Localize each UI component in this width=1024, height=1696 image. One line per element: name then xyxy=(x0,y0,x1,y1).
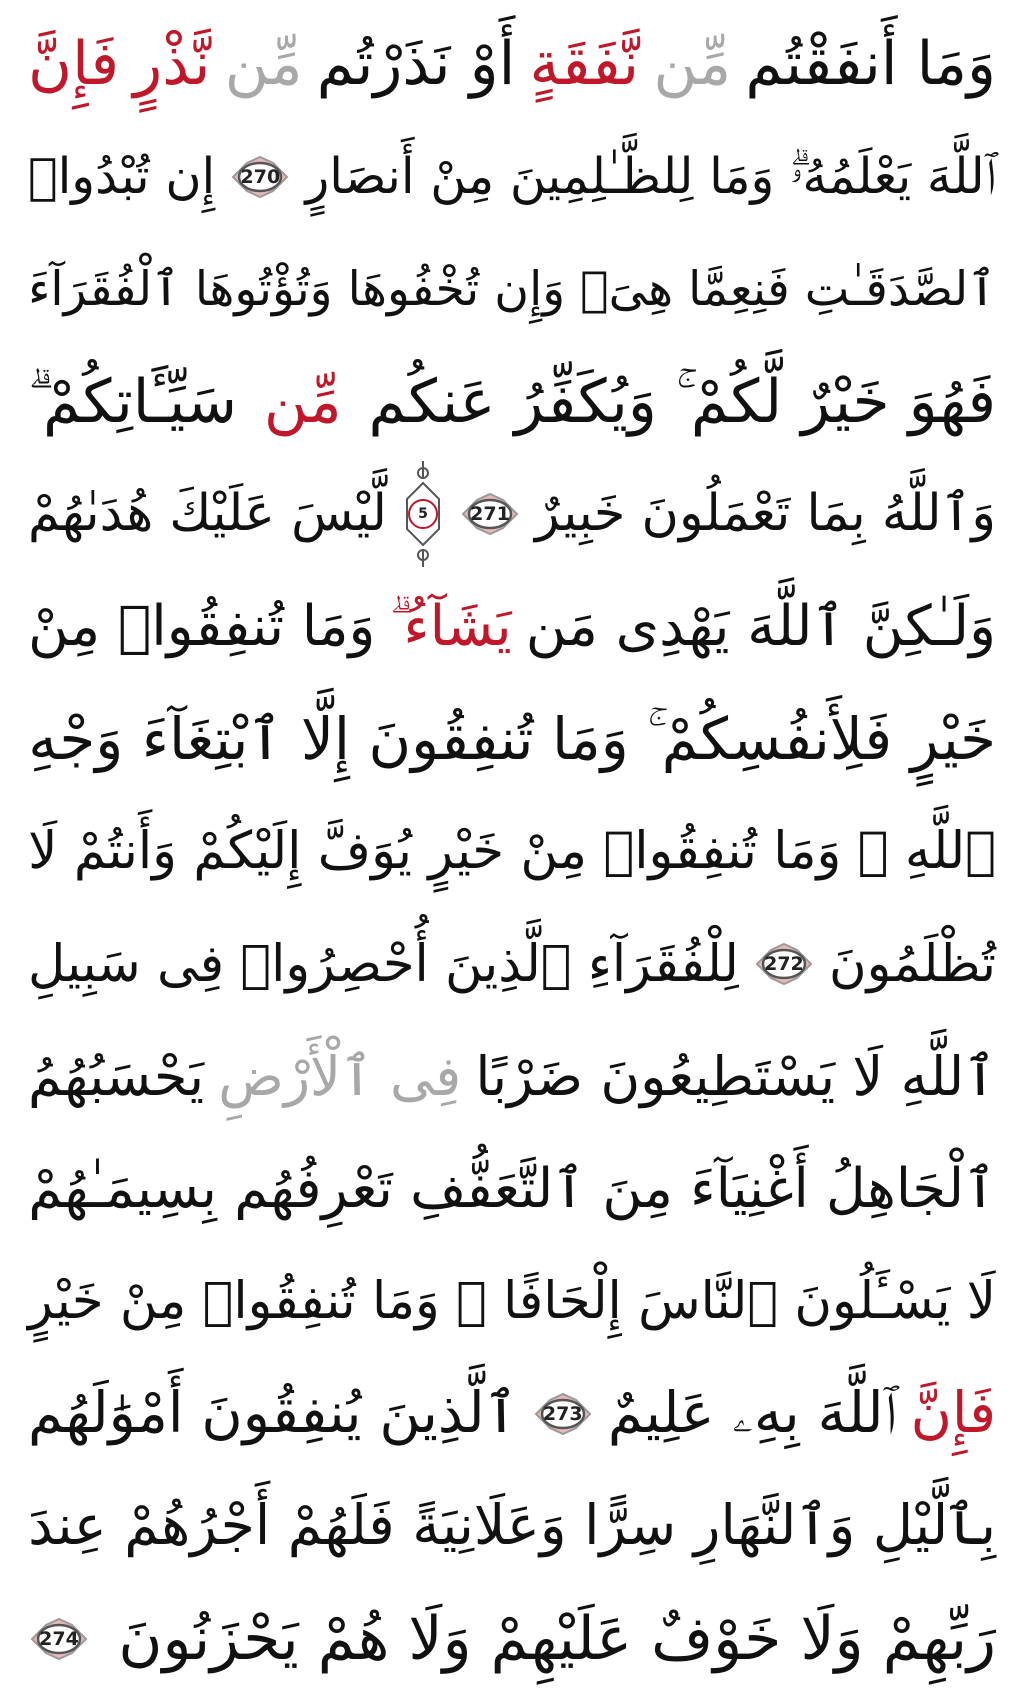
verse-text: ٱلْجَاهِلُ أَغْنِيَآءَ مِنَ ٱلتَّعَفُّفِ تَعْرِفُهُم بِسِيمَـٰهُمْ xyxy=(28,1157,996,1221)
verse-line xyxy=(28,908,996,1021)
verse-text: رَبِّهِمْ وَلَا خَوْفٌ عَلَيْهِمْ وَلَا هُمْ يَحْزَنُونَ xyxy=(118,1604,996,1675)
ayah-number-marker xyxy=(229,155,291,199)
verse-text: بِٱلَّيْلِ وَٱلنَّهَارِ سِرًّا وَعَلَانِيَةً فَلَهُمْ أَجْرُهُمْ عِندَ xyxy=(28,1494,996,1559)
verse-text: لَا يَسْـَٔلُونَ ٱلنَّاسَ إِلْحَافًا ۗ وَمَا تُنفِقُوا۟ مِنْ خَيْرٍ xyxy=(28,1271,996,1332)
verse-text: نَّفَقَةٍ xyxy=(529,29,640,100)
hizb-ornament-icon xyxy=(401,459,445,569)
verse-line xyxy=(28,1471,996,1584)
verse-text: مِّن xyxy=(263,366,342,437)
ayah-number: 272 xyxy=(764,953,804,976)
ayah-number-marker xyxy=(753,942,815,986)
verse-text: مِّن xyxy=(224,29,303,100)
verse-text: ٱللَّهِ ۚ وَمَا تُنفِقُوا۟ مِنْ خَيْرٍ يُوَفَّ إِلَيْكُمْ وَأَنتُمْ لَا xyxy=(28,821,996,882)
verse-line xyxy=(28,1021,996,1134)
verse-line xyxy=(28,458,996,571)
verse-line xyxy=(28,796,996,909)
ayah-number-marker xyxy=(459,492,521,536)
verse-line xyxy=(28,1583,996,1696)
ayah-number: 271 xyxy=(470,503,510,526)
verse-line xyxy=(28,571,996,684)
verse-text: وَمَا تُنفِقُوا۟ مِنْ xyxy=(28,593,376,659)
verse-text: فَإِنَّ xyxy=(910,1381,996,1447)
verse-text: وَلَـٰكِنَّ ٱللَّهَ يَهْدِى مَن xyxy=(525,593,996,659)
verse-text: ٱلَّذِينَ يُنفِقُونَ أَمْوَٰلَهُم xyxy=(28,1381,518,1447)
verse-text: نَّذْرٍ xyxy=(133,29,211,100)
verse-text: مِّن xyxy=(653,29,732,100)
ayah-number: 270 xyxy=(240,165,281,188)
hizb-number: 5 xyxy=(418,506,428,523)
verse-text: فِى ٱلْأَرْضِ xyxy=(218,1044,462,1108)
verse-line xyxy=(28,233,996,346)
verse-text: يَشَآءُ ۗ xyxy=(389,593,512,659)
verse-line xyxy=(28,1358,996,1471)
ayah-number: 274 xyxy=(39,1628,79,1651)
verse-text: يَحْسَبُهُمُ xyxy=(28,1044,205,1108)
verse-text: خَيْرٍ فَلِأَنفُسِكُمْ ۚ وَمَا تُنفِقُونَ إِلَّا ٱبْتِغَآءَ وَجْهِ xyxy=(28,705,996,774)
ayah-number-marker xyxy=(532,1392,594,1436)
verse-text: لِلْفُقَرَآءِ ٱلَّذِينَ أُحْصِرُوا۟ فِى سَبِيلِ xyxy=(28,933,739,994)
verse-line xyxy=(28,8,996,121)
verse-line xyxy=(28,1246,996,1359)
verse-text: وَمَا أَنفَقْتُم xyxy=(745,29,996,100)
verse-line xyxy=(28,346,996,459)
verse-text: ٱلصَّدَقَـٰتِ فَنِعِمَّا هِىَۖ وَإِن تُخْفُوهَا وَتُؤْتُوهَا ٱلْفُقَرَآءَ xyxy=(28,261,996,317)
verse-text: لَّيْسَ عَلَيْكَ هُدَىٰهُمْ xyxy=(28,483,387,543)
verse-text: ٱللَّهِ لَا يَسْتَطِيعُونَ ضَرْبًا xyxy=(475,1044,996,1108)
verse-text: إِن تُبْدُوا۟ xyxy=(28,147,216,206)
ayah-number: 273 xyxy=(542,1403,583,1426)
verse-text: ٱللَّهَ يَعْلَمُهُۥۗ وَمَا لِلظَّـٰلِمِينَ مِنْ أَنصَارٍ xyxy=(305,147,996,206)
verse-line xyxy=(28,683,996,796)
verse-text: فَإِنَّ xyxy=(28,29,120,100)
ayah-number-marker xyxy=(28,1617,90,1661)
verse-line xyxy=(28,1133,996,1246)
verse-text: أَوْ نَذَرْتُم xyxy=(316,29,516,100)
verse-text: وَٱللَّهُ بِمَا تَعْمَلُونَ خَبِيرٌ xyxy=(535,483,996,543)
verse-text: سَيِّـَٔاتِكُمْ ۗ xyxy=(28,366,238,437)
verse-text: تُظْلَمُونَ xyxy=(829,933,996,994)
verse-text: فَهُوَ خَيْرٌ لَّكُمْ ۚ وَيُكَفِّرُ عَنكُم xyxy=(368,366,996,437)
verse-line xyxy=(28,121,996,234)
verse-text: ٱللَّهَ بِهِۦ عَلِيمٌ xyxy=(607,1381,897,1447)
